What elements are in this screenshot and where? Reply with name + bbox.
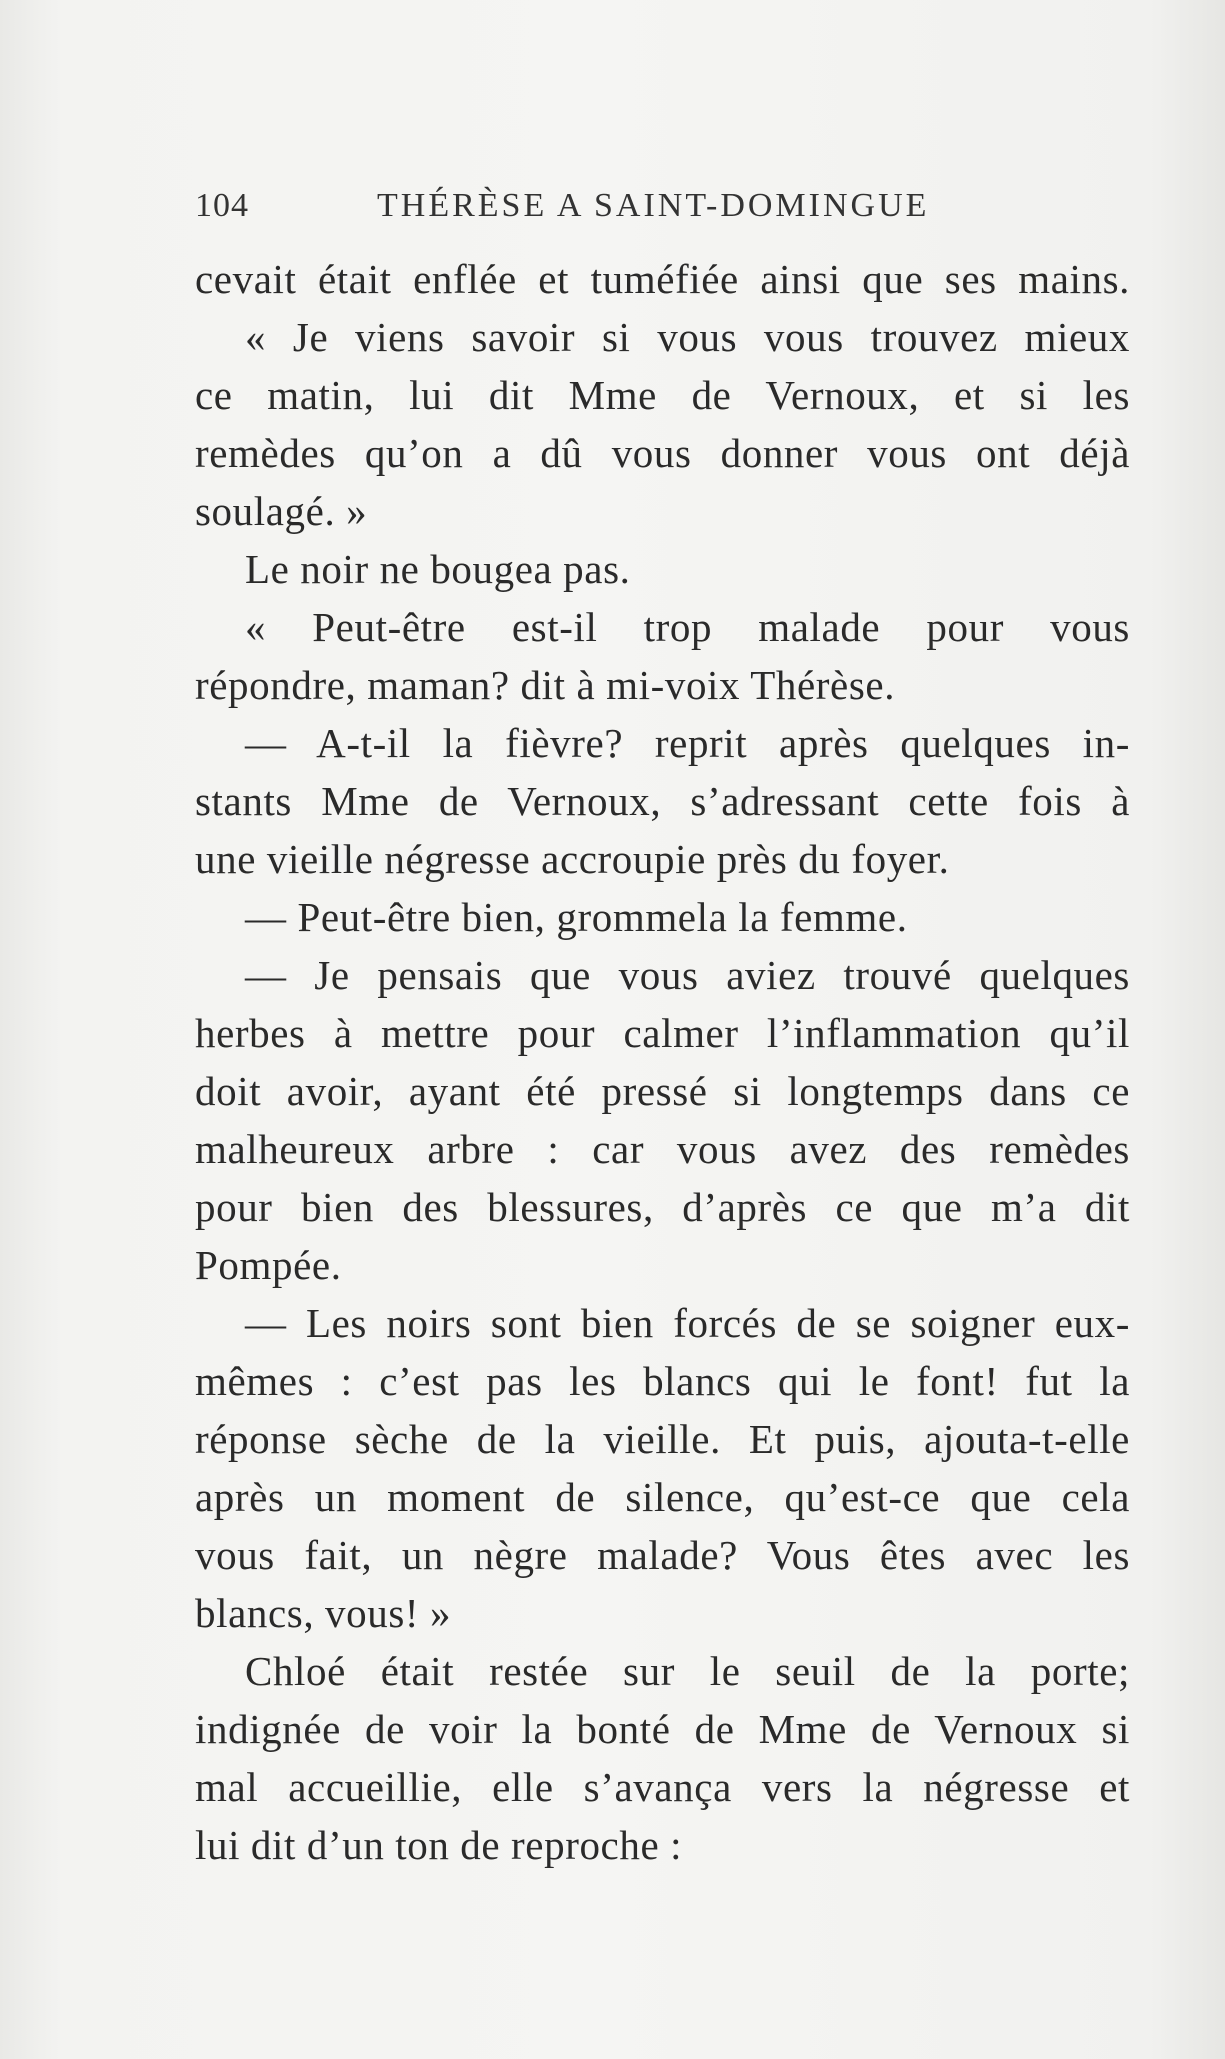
text-line: après un moment de silence, qu’est-ce que cela (195, 1474, 1130, 1520)
text-line: — Je pensais que vous aviez trouvé quelques (245, 952, 1130, 998)
body-text (195, 250, 1130, 1874)
text-line: — Peut-être bien, grommela la femme. (245, 894, 908, 940)
text-line: « Je viens savoir si vous vous trouvez mieux (245, 314, 1130, 360)
text-line: Le noir ne bougea pas. (245, 546, 631, 592)
text-line: soulagé. » (195, 488, 368, 534)
text-line: blancs, vous! » (195, 1590, 452, 1636)
text-line: Pompée. (195, 1242, 342, 1288)
text-line: « Peut-être est-il trop malade pour vous (245, 604, 1130, 650)
page-header (195, 187, 1130, 237)
text-line: lui dit d’un ton de reproche : (195, 1822, 683, 1868)
text-line: indignée de voir la bonté de Mme de Vernoux si (195, 1706, 1130, 1752)
page-number: 104 (195, 187, 249, 224)
text-line: réponse sèche de la vieille. Et puis, ajouta-t-elle (195, 1416, 1130, 1462)
text-line: mêmes : c’est pas les blancs qui le font! fut la (195, 1358, 1130, 1404)
text-line: répondre, maman? dit à mi-voix Thérèse. (195, 662, 896, 708)
text-line: malheureux arbre : car vous avez des remèdes (195, 1126, 1130, 1172)
text-line: mal accueillie, elle s’avança vers la négresse et (195, 1764, 1130, 1810)
text-line: doit avoir, ayant été pressé si longtemps dans ce (195, 1068, 1130, 1114)
text-line: remèdes qu’on a dû vous donner vous ont déjà (195, 430, 1130, 476)
text-line: pour bien des blessures, d’après ce que m’a dit (195, 1184, 1130, 1230)
text-line: vous fait, un nègre malade? Vous êtes avec les (195, 1532, 1130, 1578)
text-line: ce matin, lui dit Mme de Vernoux, et si les (195, 372, 1130, 418)
text-line: stants Mme de Vernoux, s’adressant cette fois à (195, 778, 1130, 824)
text-line: cevait était enflée et tuméfiée ainsi que ses mains. (195, 256, 1130, 302)
text-line: — A-t-il la fièvre? reprit après quelques in- (245, 720, 1130, 766)
text-line: une vieille négresse accroupie près du foyer. (195, 836, 950, 882)
text-line: — Les noirs sont bien forcés de se soigner eux- (245, 1300, 1130, 1346)
text-line: Chloé était restée sur le seuil de la porte; (245, 1648, 1130, 1694)
text-line: herbes à mettre pour calmer l’inflammation qu’il (195, 1010, 1130, 1056)
running-title: THÉRÈSE A SAINT-DOMINGUE (377, 187, 930, 224)
